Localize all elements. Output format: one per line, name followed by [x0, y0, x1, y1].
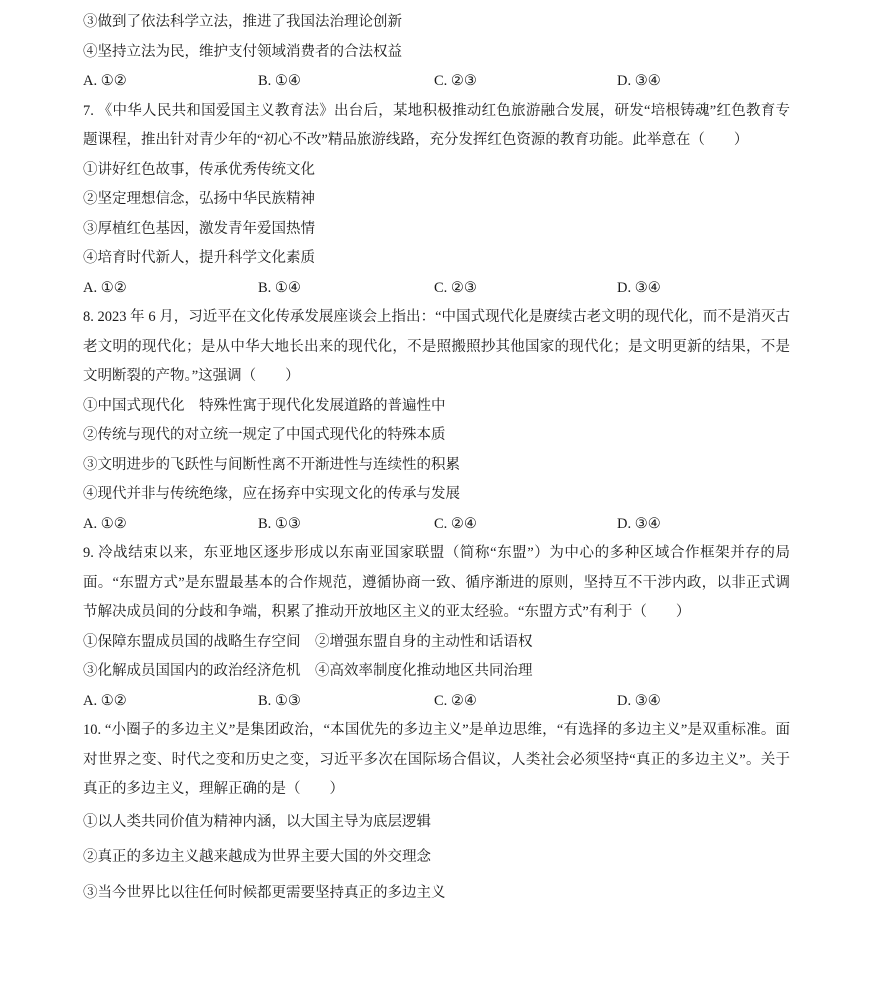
q7-statement-4: ④培育时代新人，提升科学文化素质: [83, 250, 315, 266]
q7-statement-1: ①讲好红色故事，传承优秀传统文化: [83, 161, 315, 178]
q9-statement-row-1: ①保障东盟成员国的战略生存空间 ②增强东盟自身的主动性和话语权: [83, 633, 533, 650]
q8-option-b: B. ①③: [258, 515, 301, 532]
q7-options-row: [83, 274, 790, 304]
q9-option-d: D. ③④: [617, 692, 661, 709]
q8-statement-1: ①中国式现代化 特殊性寓于现代化发展道路的普遍性中: [83, 397, 446, 414]
q10-statement-3: ③当今世界比以往任何时候都更需要坚持真正的多边主义: [83, 884, 446, 901]
q7-option-d: D. ③④: [617, 279, 661, 296]
q9-statement-row-2: ③化解成员国国内的政治经济危机 ④高效率制度化推动地区共同治理: [83, 663, 533, 679]
q7-statement-3: ③厚植红色基因，激发青年爱国热情: [83, 220, 315, 237]
q8-option-c: C. ②④: [434, 515, 477, 532]
q8-options-row: [83, 510, 790, 540]
q7-statement-2: ②坚定理想信念，弘扬中华民族精神: [83, 191, 315, 207]
q9-option-b: B. ①③: [258, 692, 301, 709]
q9-stem: 9. 冷战结束以来，东亚地区逐步形成以东南亚国家联盟（简称“东盟”）为中心的多种区域合作框架并存的局面。“东盟方式”是东盟最基本的合作规范，遵循协商一致、循序渐进的原则，坚持互不干涉内政，以非正式调节解决成员间的分歧和争端，积累了推动开放地区主义的亚太经验。“东盟方式”有利于（ ）: [83, 545, 790, 620]
q9-option-a: A. ①②: [83, 692, 127, 709]
q9-option-c: C. ②④: [434, 692, 477, 709]
q8-stem: 8. 2023 年 6 月，习近平在文化传承发展座谈会上指出：“中国式现代化是赓续古老文明的现代化，而不是消灭古老文明的现代化；是从中华大地长出来的现代化，不是照搬照抄其他国家的现代化；是文明更新的结果，不是文明断裂的产物。”这强调（ ）: [83, 309, 790, 384]
q10-statement-2: ②真正的多边主义越来越成为世界主要大国的外交理念: [83, 849, 431, 865]
q8-statement-2: ②传统与现代的对立统一规定了中国式现代化的特殊本质: [83, 427, 446, 443]
q10-stem: 10. “小圈子的多边主义”是集团政治，“本国优先的多边主义”是单边思维，“有选择的多边主义”是双重标准。面对世界之变、时代之变和历史之变，习近平多次在国际场合倡议，人类社会必须坚持“真正的多边主义”。关于真正的多边主义，理解正确的是（ ）: [83, 722, 790, 797]
q8-option-a: A. ①②: [83, 515, 127, 532]
q8-statement-3: ③文明进步的飞跃性与间断性离不开渐进性与连续性的积累: [83, 456, 460, 473]
q7-option-a: A. ①②: [83, 279, 127, 296]
q7-option-b: B. ①④: [258, 279, 301, 296]
q6-statement-4: ④坚持立法为民，维护支付领域消费者的合法权益: [83, 43, 402, 60]
q7-stem: 7. 《中华人民共和国爱国主义教育法》出台后，某地积极推动红色旅游融合发展，研发“培根铸魂”红色教育专题课程，推出针对青少年的“初心不改”精品旅游线路，充分发挥红色资源的教育功能。此举意在（ ）: [83, 102, 790, 148]
q8-statement-4: ④现代并非与传统绝缘，应在扬弃中实现文化的传承与发展: [83, 486, 460, 502]
q7-option-c: C. ②③: [434, 279, 477, 296]
q6-options-row: [83, 67, 790, 97]
q6-option-a: A. ①②: [83, 73, 127, 89]
q10-statement-1: ①以人类共同价值为精神内涵，以大国主导为底层逻辑: [83, 813, 431, 830]
q6-option-c: C. ②③: [434, 73, 477, 89]
q6-option-d: D. ③④: [617, 73, 661, 89]
q6-option-b: B. ①④: [258, 73, 301, 89]
q6-statement-3: ③做到了依法科学立法，推进了我国法治理论创新: [83, 14, 402, 30]
q9-options-row: [83, 687, 790, 717]
q8-option-d: D. ③④: [617, 515, 661, 532]
